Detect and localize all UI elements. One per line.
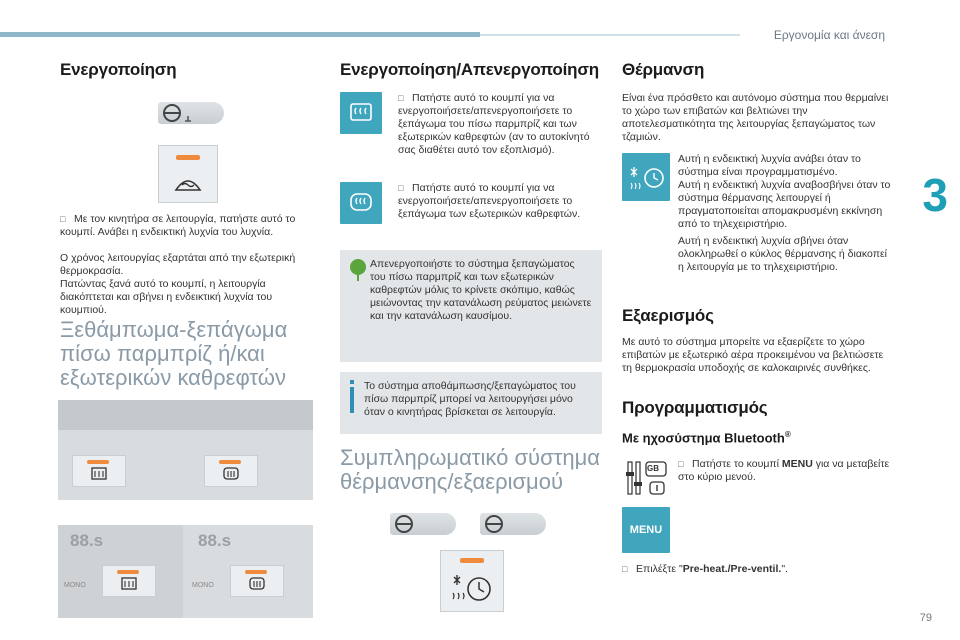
select-text-bold: Pre-heat./Pre-ventil.	[682, 563, 782, 575]
menu-button[interactable]	[622, 507, 670, 553]
rear-defrost-icon	[121, 577, 137, 591]
indicator-lamp	[117, 570, 139, 574]
tree-icon	[348, 258, 368, 282]
activation-title: Ενεργοποίηση	[60, 60, 177, 79]
steering-diagram-right	[480, 513, 546, 535]
mirror-defrost-icon	[349, 192, 373, 214]
rear-defrost-button-bottom[interactable]	[102, 565, 156, 597]
header-bar	[0, 32, 480, 37]
mirror-defrost-icon	[223, 467, 239, 481]
on-off-bullet2	[398, 182, 598, 221]
header-bar-thin	[480, 34, 740, 36]
windshield-heat-button[interactable]	[158, 145, 218, 203]
aux-heating-button[interactable]	[440, 550, 504, 612]
registered-mark: ®	[784, 430, 791, 439]
info-icon	[350, 380, 354, 414]
bluetooth-bullet	[678, 458, 893, 484]
activation-para2: Πατώντας ξανά αυτό το κουμπί, η λειτουργία διακόπτεται και σβήνει η ενδεικτική λυχνία του κουμπιού.	[60, 278, 273, 316]
mono-label-right: MONO	[192, 582, 214, 589]
mirror-defrost-button-bottom[interactable]	[230, 565, 284, 597]
select-text-post: ".	[781, 563, 788, 575]
bluetooth-subtitle-text: Με ηχοσύστημα Bluetooth	[622, 430, 785, 446]
rear-defrost-icon-box	[340, 92, 382, 134]
bullet-marker: □	[60, 214, 66, 224]
select-text-pre: Επιλέξτε "	[636, 563, 683, 575]
panel-band	[58, 400, 313, 430]
bullet-text: Πατήστε αυτό το κουμπί για να ενεργοποιήσετε/απενεργοποιήσετε το ξεπάγωμα των εξωτερικών καθρεφτών.	[398, 182, 581, 220]
page-number: 79	[919, 612, 932, 624]
on-off-bullet1	[398, 92, 598, 157]
indicator-lamp	[176, 155, 200, 160]
steering-wheel-icon	[158, 102, 224, 124]
control-panel-bottom	[58, 525, 313, 618]
info-note	[340, 372, 602, 434]
indicator-lamp	[460, 558, 484, 563]
chapter-number: 3	[922, 169, 948, 221]
indicator-lamp	[245, 570, 267, 574]
mono-label-left: MONO	[64, 582, 86, 589]
defrost-rear-title: Ξεθάμπωμα-ξεπάγωμα πίσω παρμπρίζ ή/και εξωτερικών καθρεφτών	[60, 317, 288, 390]
bluetooth-subtitle	[622, 430, 791, 445]
eco-note-text: Απενεργοποιήστε το σύστημα ξεπαγώματος του πίσω παρμπρίζ και των εξωτερικών καθρεφτών μόλις το κρίνετε σκόπιμο, καθώς μειώνοντας την κατανάλωση ρεύματος μειώνετε και την κατανάλωση καυσίμου.	[370, 258, 592, 322]
heating-lamp-text-1: Αυτή η ενδεικτική λυχνία ανάβει όταν το σύστημα είναι προγραμματισμένο.	[678, 153, 861, 178]
steering-wheel-icon	[480, 513, 546, 535]
mirror-defrost-button-left[interactable]	[204, 455, 258, 487]
rear-defrost-icon	[91, 467, 107, 481]
mirror-defrost-icon-box	[340, 182, 382, 224]
section-title: Εργονομία και άνεση	[773, 28, 885, 42]
bullet-text-post: για να μεταβείτε στο κύριο μενού.	[678, 458, 890, 483]
aux-heating-title: Συμπληρωματικό σύστημα θέρμανσης/εξαερισμού	[340, 445, 600, 494]
panel-display-left: 88.s	[70, 531, 104, 550]
info-note-text: Το σύστημα αποθάμπωσης/ξεπαγώματος του πίσω παρμπρίζ μπορεί να λειτουργήσει μόνο όταν ο κινητήρας βρίσκεται σε λειτουργία.	[364, 380, 576, 418]
windshield-heat-icon	[173, 168, 203, 194]
programming-title: Προγραμματισμός	[622, 398, 768, 417]
steering-wheel-icon	[390, 513, 456, 535]
indicator-lamp	[219, 460, 241, 464]
heating-lamp-text-2: Αυτή η ενδεικτική λυχνία αναβοσβήνει όταν το σύστημα θέρμανσης λειτουργεί ή πραγματοποιείται απομακρυσμένη εκκίνηση από το τηλεχειριστήριο.	[678, 179, 891, 230]
bullet-text: Πατήστε αυτό το κουμπί για να ενεργοποιήσετε/απενεργοποιήσετε το ξεπάγωμα του πίσω παρμπρίζ και των εξωτερικών καθρεφτών (αν το αυτοκίνητό σας διαθέτει αυτό τον εξοπλισμό).	[398, 92, 590, 156]
menu-button-label: MENU	[629, 524, 663, 536]
control-panel-top	[58, 400, 313, 500]
bullet-text-bold: MENU	[781, 458, 813, 470]
mirror-defrost-icon	[249, 577, 265, 591]
bullet-marker: □	[678, 459, 684, 469]
ventilation-title: Εξαερισμός	[622, 306, 714, 325]
heating-timer-icon	[449, 569, 495, 607]
bullet-text: Με τον κινητήρα σε λειτουργία, πατήστε αυτό το κουμπί. Ανάβει η ενδεικτική λυχνία του λυχνία.	[60, 213, 296, 238]
bullet-text-pre: Πατήστε το κουμπί	[692, 458, 782, 470]
heating-title: Θέρμανση	[622, 60, 705, 79]
rear-defrost-button-left[interactable]	[72, 455, 126, 487]
select-bullet	[622, 563, 890, 576]
bullet-marker: □	[398, 93, 404, 103]
rear-defrost-icon	[349, 102, 373, 124]
bullet-marker: □	[398, 183, 404, 193]
steering-diagram	[158, 102, 224, 124]
bullet-marker: □	[622, 564, 628, 574]
steering-diagram-left	[390, 513, 456, 535]
panel-display-right: 88.s	[198, 531, 232, 550]
heating-lamp-text-3: Αυτή η ενδεικτική λυχνία σβήνει όταν ολοκληρωθεί ο κύκλος θέρμανσης ή διακοπεί η λειτουργία με το τηλεχειριστήριο.	[678, 235, 887, 273]
heating-timer-icon	[628, 163, 666, 193]
activation-bullet	[60, 213, 310, 239]
eco-note	[340, 250, 602, 362]
activation-para1: Ο χρόνος λειτουργίας εξαρτάται από την εξωτερική θερμοκρασία.	[60, 252, 296, 277]
on-off-title: Ενεργοποίηση/Απενεργοποίηση	[340, 60, 599, 79]
indicator-lamp	[87, 460, 109, 464]
heating-status-icon-box	[622, 153, 670, 201]
gb-label: GB	[647, 464, 659, 473]
ventilation-text: Με αυτό το σύστημα μπορείτε να εξαερίζετε το χώρο επιβατών με εξωτερικό αέρα προκειμένου να βελτιώσετε τη θερμοκρασία υποδοχής σε καλοκαιρινές συνθήκες.	[622, 336, 884, 374]
heating-intro: Είναι ένα πρόσθετο και αυτόνομο σύστημα που θερμαίνει το χώρο των επιβατών και βελτιώνει την αποτελεσματικότητα της λειτουργίας ξεπαγώματος των τζαμιών.	[622, 92, 889, 143]
language-settings-icon	[626, 458, 670, 498]
